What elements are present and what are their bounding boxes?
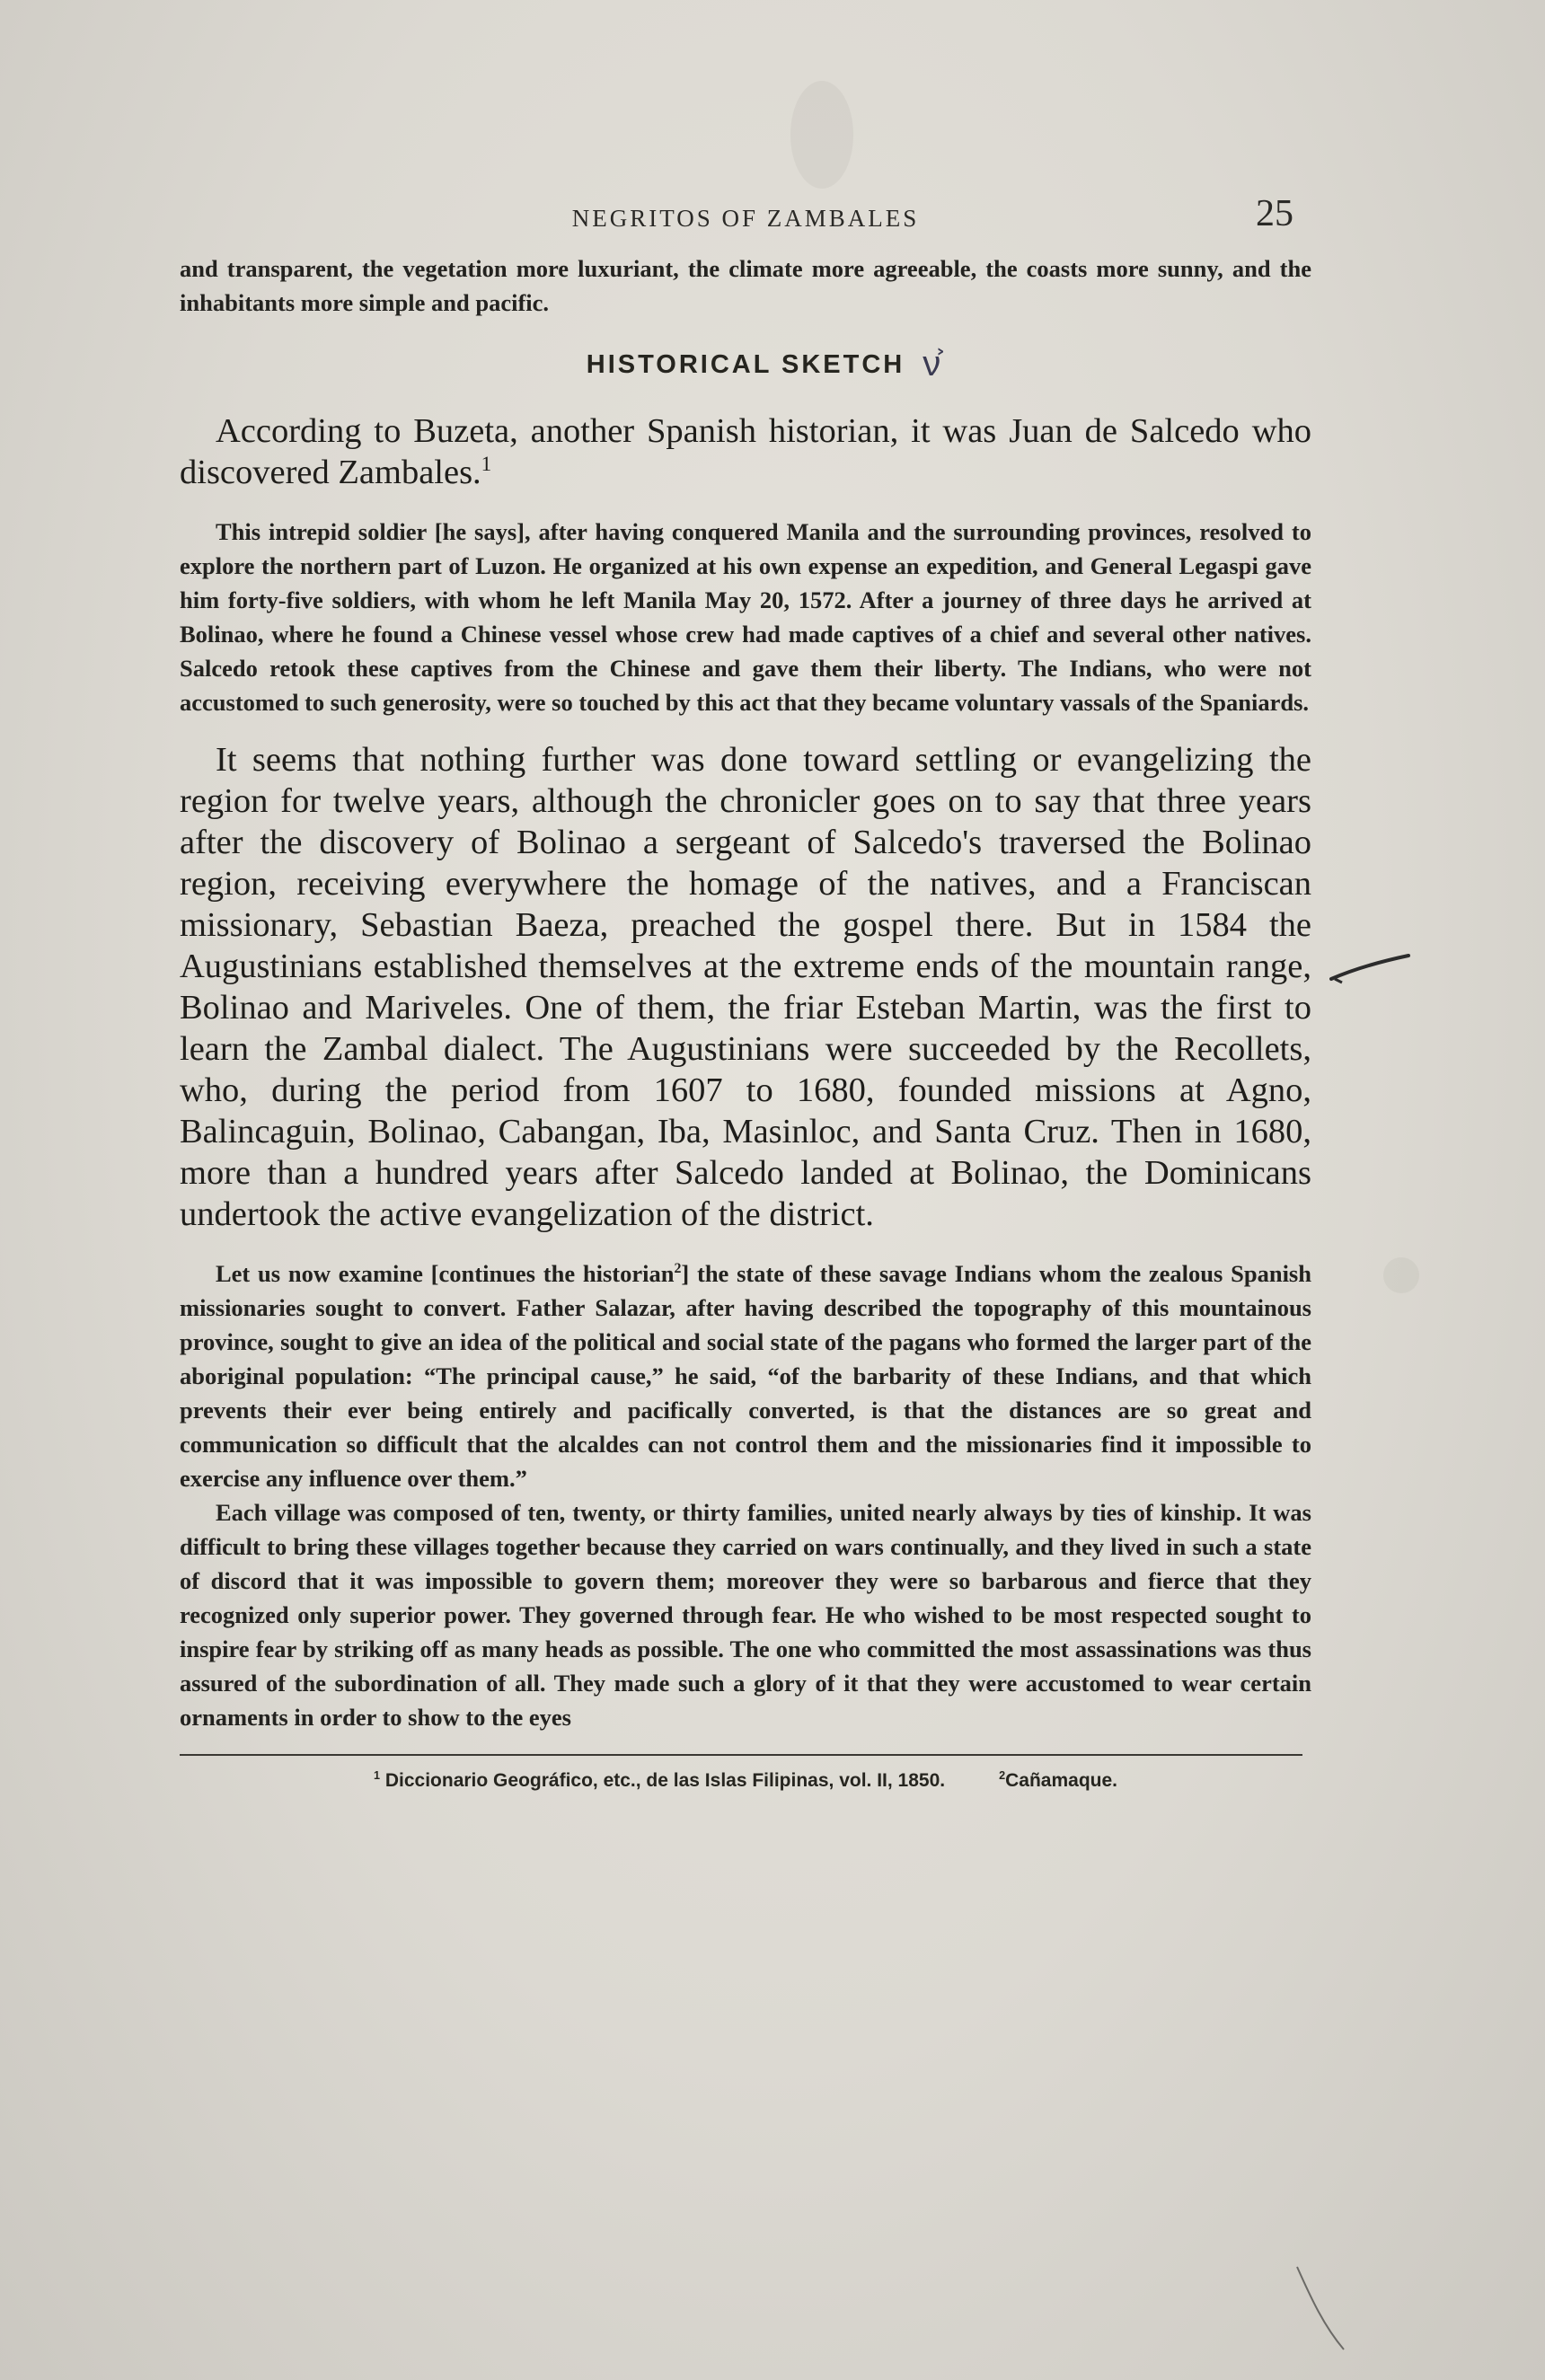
paragraph-text: According to Buzeta, another Spanish historian, it was Juan de Salcedo who discovered Zambales. <box>180 412 1311 491</box>
paragraph-buzeta <box>180 410 1311 493</box>
margin-pencil-stroke <box>1329 952 1410 988</box>
paper-stain <box>790 81 853 189</box>
quote-villages: Each village was composed of ten, twenty, or thirty families, united nearly always by ties of kinship. It was difficult to bring these villages together because they carried on wars continually, and they lived in such a state of discord that it was impossible to govern them; moreover they were so barbarous and fierce that they recognized only superior power. They governed through fear. He who wished to be most respected sought to inspire fear by striking off as many heads as possible. The one who committed the most assassinations was thus assured of the subordination of all. They made such a glory of it that they were accustomed to wear certain ornaments in order to show to the eyes <box>180 1499 1311 1731</box>
footnote-2 <box>999 1770 1117 1792</box>
footnotes <box>180 1770 1311 1792</box>
quote-salcedo: This intrepid soldier [he says], after having conquered Manila and the surrounding provinces, resolved to explore the northern part of Luzon. He organized at his own expense an expedition, and General Legaspi gave him forty-five soldiers, with whom he left Manila May 20, 1572. After a journey of three days he arrived at Bolinao, where he found a Chinese vessel whose crew had made captives of a chief and several other natives. Salcedo retook these captives from the Chinese and gave them their liberty. The Indians, who were not accustomed to such generosity, were so touched by this act that they became voluntary vassals of the Spaniards. <box>180 518 1311 716</box>
running-head <box>180 189 1311 251</box>
quote-text: Let us now examine [continues the historian <box>216 1260 675 1287</box>
intro-fragment: and transparent, the vegetation more luxuriant, the climate more agreeable, the coasts more sunny, and the inhabitants more simple and pacific. <box>180 255 1311 316</box>
page-number: 25 <box>1256 193 1293 234</box>
footnote-ref: 1 <box>481 452 492 476</box>
quote-salazar <box>180 1256 1311 1495</box>
block-quote <box>180 1256 1311 1734</box>
quote-text: ] the state of these savage Indians whom the zealous Spanish missionaries sought to convert. Father Salazar, after having described the topography of this mountainous province, sought to give an idea of the political and social state of the pagans who formed the larger part of the aboriginal population: “The principal cause,” he said, “of the barbarity of these Indians, and that which prevents their ever being entirely and pacifically converted, is that the distances are so great and communication so difficult that the alcaldes can not control them and the missionaries find it impossible to exercise any influence over them.” <box>180 1260 1311 1492</box>
footnote-text: Diccionario Geográfico, etc., de las Islas Filipinas, vol. II, 1850. <box>384 1770 946 1791</box>
footnote-ref: 2 <box>674 1261 682 1277</box>
pencil-check-mark: ν͐ <box>923 343 941 384</box>
footnote-rule <box>180 1754 1302 1756</box>
margin-pencil-stroke <box>1293 2263 1347 2353</box>
paper-stain <box>1383 1257 1419 1293</box>
running-title: NEGRITOS OF ZAMBALES <box>571 205 920 232</box>
page-content <box>180 189 1311 1792</box>
block-quote <box>180 515 1311 719</box>
section-heading <box>180 343 1311 384</box>
paragraph-missions: It seems that nothing further was done toward settling or evangelizing the region for twelve years, although the chronicler goes on to say that three years after the discovery of Bolinao a sergeant of Salcedo's traversed the Bolinao region, receiving everywhere the homage of the natives, and a Franciscan missionary, Sebastian Baeza, preached the gospel there. But in 1584 the Augustinians established themselves at the extreme ends of the mountain range, Bolinao and Mariveles. One of them, the friar Esteban Martin, was the first to learn the Zambal dialect. The Augustinians were succeeded by the Recollets, who, during the period from 1607 to 1680, founded missions at Agno, Balincaguin, Bolinao, Cabangan, Iba, Masinloc, and Santa Cruz. Then in 1680, more than a hundred years after Salcedo landed at Bolinao, the Dominicans undertook the active evangelization of the district. <box>180 741 1311 1233</box>
footnote-text: Cañamaque. <box>1005 1770 1117 1791</box>
footnote-1 <box>374 1770 945 1792</box>
footnote-marker: 2 <box>999 1769 1006 1782</box>
footnote-marker: 1 <box>374 1769 381 1782</box>
section-heading-text: HISTORICAL SKETCH <box>586 350 905 379</box>
